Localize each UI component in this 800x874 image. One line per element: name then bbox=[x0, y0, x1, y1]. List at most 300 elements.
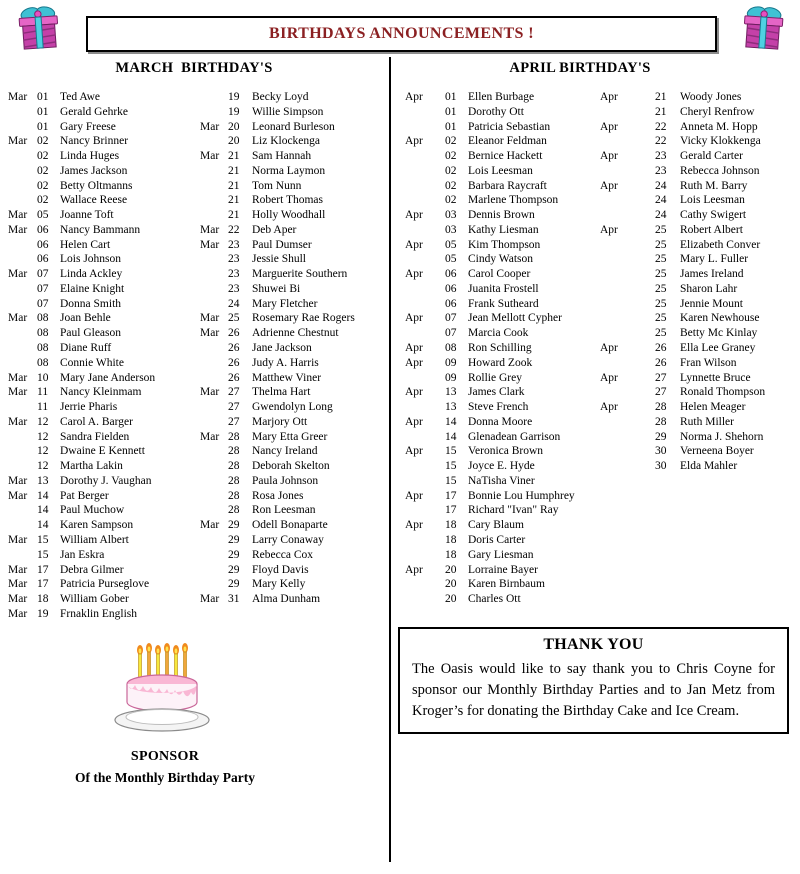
birthday-row bbox=[200, 489, 388, 504]
person-name: Mary Kelly bbox=[252, 578, 306, 591]
month-label bbox=[405, 592, 445, 607]
day-number: 23 bbox=[228, 268, 240, 281]
month-label bbox=[405, 223, 445, 238]
birthday-row bbox=[405, 400, 597, 415]
day-number: 06 bbox=[445, 282, 457, 295]
person-name: Jan Eskra bbox=[60, 548, 105, 561]
day-number: 23 bbox=[228, 282, 240, 295]
day-number: 11 bbox=[37, 401, 49, 414]
month-label bbox=[8, 503, 37, 518]
person-name: Rosemary Rae Rogers bbox=[252, 312, 355, 325]
day-number: 02 bbox=[37, 164, 49, 177]
birthday-row bbox=[600, 208, 796, 223]
birthday-row bbox=[200, 548, 388, 563]
birthday-row bbox=[405, 223, 597, 238]
page-title-box bbox=[86, 16, 717, 52]
month-label: Apr bbox=[600, 342, 618, 355]
person-name: James Jackson bbox=[60, 164, 128, 177]
month-label bbox=[8, 400, 37, 415]
month-label bbox=[405, 297, 445, 312]
day-number: 10 bbox=[37, 371, 49, 384]
day-number: 29 bbox=[228, 548, 240, 561]
month-label: Mar bbox=[200, 593, 220, 606]
person-name: Gary Liesman bbox=[468, 548, 534, 561]
day-number: 24 bbox=[655, 179, 667, 192]
day-number: 05 bbox=[445, 253, 457, 266]
person-name: Carol A. Barger bbox=[60, 415, 133, 428]
month-label bbox=[405, 430, 445, 445]
person-name: Rosa Jones bbox=[252, 489, 304, 502]
month-label: Apr bbox=[405, 91, 423, 103]
day-number: 23 bbox=[228, 238, 240, 251]
day-number: 14 bbox=[445, 430, 457, 443]
month-label bbox=[8, 326, 37, 341]
birthday-row bbox=[200, 238, 388, 253]
day-number: 14 bbox=[445, 415, 457, 428]
sponsor-subheading: Of the Monthly Birthday Party bbox=[75, 770, 255, 785]
month-label bbox=[405, 282, 445, 297]
birthday-row bbox=[8, 592, 198, 607]
person-name: Bonnie Lou Humphrey bbox=[468, 489, 575, 502]
birthday-row bbox=[8, 193, 198, 208]
day-number: 23 bbox=[655, 150, 667, 163]
person-name: Woody Jones bbox=[680, 91, 742, 103]
day-number: 08 bbox=[445, 342, 457, 355]
person-name: Debra Gilmer bbox=[60, 563, 124, 576]
day-number: 15 bbox=[445, 445, 457, 458]
person-name: Cathy Swigert bbox=[680, 209, 747, 222]
day-number: 25 bbox=[655, 268, 667, 281]
birthday-row bbox=[8, 223, 198, 238]
birthday-row bbox=[600, 223, 796, 238]
day-number: 02 bbox=[445, 135, 457, 148]
person-name: Kim Thompson bbox=[468, 238, 541, 251]
birthday-row bbox=[8, 164, 198, 179]
day-number: 25 bbox=[655, 282, 667, 295]
month-label bbox=[405, 105, 445, 120]
day-number: 19 bbox=[37, 607, 49, 620]
birthday-row bbox=[8, 297, 198, 312]
day-number: 05 bbox=[37, 209, 49, 222]
day-number: 28 bbox=[228, 504, 240, 517]
person-name: Karen Sampson bbox=[60, 519, 134, 532]
person-name: Holly Woodhall bbox=[252, 209, 326, 222]
month-label bbox=[200, 533, 228, 548]
month-label bbox=[200, 400, 228, 415]
month-label bbox=[200, 356, 228, 371]
birthday-row bbox=[8, 120, 198, 135]
day-number: 15 bbox=[37, 533, 49, 546]
birthday-row bbox=[600, 90, 796, 105]
month-label: Mar bbox=[200, 150, 220, 163]
day-number: 12 bbox=[37, 430, 49, 443]
day-number: 29 bbox=[655, 430, 667, 443]
birthday-row bbox=[600, 267, 796, 282]
birthday-row bbox=[600, 282, 796, 297]
birthday-row bbox=[600, 252, 796, 267]
person-name: Becky Loyd bbox=[252, 91, 309, 103]
sponsor-heading: SPONSOR bbox=[130, 749, 200, 764]
person-name: James Ireland bbox=[680, 268, 744, 281]
person-name: Lorraine Bayer bbox=[468, 563, 538, 576]
month-label: Mar bbox=[200, 519, 220, 532]
person-name: Martha Lakin bbox=[60, 460, 123, 473]
month-label: Mar bbox=[8, 607, 28, 620]
day-number: 22 bbox=[655, 135, 667, 148]
person-name: Nancy Brinner bbox=[60, 135, 129, 148]
april-birthday-list-right bbox=[600, 90, 796, 474]
day-number: 07 bbox=[445, 327, 457, 340]
birthday-row bbox=[200, 430, 388, 445]
birthday-row bbox=[8, 607, 198, 622]
person-name: Norma J. Shehorn bbox=[680, 430, 764, 443]
person-name: Ronald Thompson bbox=[680, 386, 766, 399]
month-label bbox=[600, 311, 655, 326]
person-name: Donna Smith bbox=[60, 297, 122, 310]
birthday-row bbox=[200, 533, 388, 548]
birthday-row bbox=[8, 533, 198, 548]
person-name: Alma Dunham bbox=[252, 593, 321, 606]
person-name: Nancy Bammann bbox=[60, 223, 141, 236]
person-name: Kathy Liesman bbox=[468, 223, 539, 236]
person-name: Glenadean Garrison bbox=[468, 430, 561, 443]
month-label bbox=[600, 326, 655, 341]
person-name: Linda Ackley bbox=[60, 268, 123, 281]
month-label bbox=[405, 326, 445, 341]
birthday-row bbox=[200, 371, 388, 386]
person-name: Sharon Lahr bbox=[680, 282, 738, 295]
day-number: 02 bbox=[445, 150, 457, 163]
month-label: Apr bbox=[405, 356, 423, 369]
person-name: Jessie Shull bbox=[252, 253, 306, 266]
birthday-row bbox=[200, 385, 388, 400]
day-number: 24 bbox=[655, 194, 667, 207]
birthday-row bbox=[600, 444, 796, 459]
day-number: 28 bbox=[228, 445, 240, 458]
day-number: 20 bbox=[445, 578, 457, 591]
birthday-row bbox=[405, 134, 597, 149]
month-label: Apr bbox=[405, 268, 423, 281]
birthday-row bbox=[8, 311, 198, 326]
person-name: Juanita Frostell bbox=[468, 282, 539, 295]
person-name: Odell Bonaparte bbox=[252, 519, 328, 532]
day-number: 26 bbox=[655, 342, 667, 355]
day-number: 08 bbox=[37, 327, 49, 340]
birthday-row bbox=[8, 282, 198, 297]
march-birthday-list-right bbox=[200, 90, 388, 607]
march-section-title: MARCH BIRTHDAY'S bbox=[115, 60, 273, 76]
birthday-row bbox=[600, 105, 796, 120]
month-label bbox=[600, 297, 655, 312]
person-name: Mary Etta Greer bbox=[252, 430, 328, 443]
month-label bbox=[200, 577, 228, 592]
month-label: Apr bbox=[600, 91, 618, 103]
birthday-row bbox=[8, 341, 198, 356]
month-label: Mar bbox=[8, 223, 28, 236]
person-name: Frank Sutheard bbox=[468, 297, 539, 310]
month-label bbox=[200, 341, 228, 356]
day-number: 25 bbox=[655, 253, 667, 266]
month-label bbox=[200, 134, 228, 149]
day-number: 06 bbox=[37, 238, 49, 251]
person-name: Eleanor Feldman bbox=[468, 135, 547, 148]
month-label bbox=[8, 238, 37, 253]
month-label: Mar bbox=[8, 371, 28, 384]
person-name: Cheryl Renfrow bbox=[680, 105, 755, 118]
birthday-row bbox=[8, 326, 198, 341]
person-name: Liz Klockenga bbox=[252, 135, 321, 148]
day-number: 26 bbox=[228, 356, 240, 369]
month-label: Apr bbox=[405, 135, 423, 148]
person-name: Karen Newhouse bbox=[680, 312, 760, 325]
month-label bbox=[200, 252, 228, 267]
birthday-row bbox=[405, 444, 597, 459]
birthday-row bbox=[405, 371, 597, 386]
person-name: Robert Albert bbox=[680, 223, 743, 236]
day-number: 18 bbox=[445, 548, 457, 561]
month-label bbox=[405, 193, 445, 208]
month-label bbox=[600, 430, 655, 445]
birthday-row bbox=[8, 179, 198, 194]
month-label bbox=[8, 430, 37, 445]
birthday-row bbox=[200, 134, 388, 149]
month-label bbox=[405, 164, 445, 179]
birthday-row bbox=[405, 341, 597, 356]
birthday-row bbox=[200, 149, 388, 164]
day-number: 21 bbox=[228, 209, 240, 222]
birthday-row bbox=[8, 444, 198, 459]
month-label bbox=[600, 208, 655, 223]
month-label bbox=[8, 149, 37, 164]
month-label bbox=[200, 474, 228, 489]
month-label: Apr bbox=[600, 371, 618, 384]
day-number: 11 bbox=[37, 386, 49, 399]
birthday-row bbox=[8, 430, 198, 445]
person-name: Betty Mc Kinlay bbox=[680, 327, 758, 340]
month-label bbox=[600, 267, 655, 282]
person-name: Ruth Miller bbox=[680, 415, 734, 428]
person-name: Rollie Grey bbox=[468, 371, 522, 384]
person-name: Elda Mahler bbox=[680, 460, 738, 473]
person-name: Karen Birnbaum bbox=[468, 578, 545, 591]
birthday-row bbox=[600, 356, 796, 371]
birthday-row bbox=[405, 592, 597, 607]
birthday-row bbox=[8, 400, 198, 415]
day-number: 17 bbox=[445, 504, 457, 517]
person-name: Verneena Boyer bbox=[680, 445, 754, 458]
month-label bbox=[8, 120, 37, 135]
day-number: 21 bbox=[228, 179, 240, 192]
month-label: Apr bbox=[405, 238, 423, 251]
person-name: Thelma Hart bbox=[252, 386, 311, 399]
april-birthday-list-left bbox=[405, 90, 597, 607]
birthday-row bbox=[200, 252, 388, 267]
month-label bbox=[405, 577, 445, 592]
day-number: 12 bbox=[37, 460, 49, 473]
birthday-row bbox=[8, 489, 198, 504]
person-name: Ron Leesman bbox=[252, 504, 316, 517]
person-name: Betty Oltmanns bbox=[60, 179, 133, 192]
month-label: Apr bbox=[405, 415, 423, 428]
month-label: Apr bbox=[405, 209, 423, 222]
day-number: 27 bbox=[655, 386, 667, 399]
birthday-row bbox=[600, 311, 796, 326]
birthday-row bbox=[200, 179, 388, 194]
day-number: 28 bbox=[228, 460, 240, 473]
day-number: 02 bbox=[37, 194, 49, 207]
day-number: 01 bbox=[445, 91, 457, 103]
birthday-row bbox=[600, 179, 796, 194]
day-number: 23 bbox=[655, 164, 667, 177]
person-name: Willie Simpson bbox=[252, 105, 324, 118]
march-birthday-list-left bbox=[8, 90, 198, 622]
month-label: Mar bbox=[8, 91, 28, 103]
month-label bbox=[600, 252, 655, 267]
birthday-row bbox=[600, 149, 796, 164]
day-number: 01 bbox=[445, 120, 457, 133]
day-number: 06 bbox=[445, 297, 457, 310]
day-number: 26 bbox=[228, 342, 240, 355]
person-name: Dorothy J. Vaughan bbox=[60, 474, 152, 487]
birthday-row bbox=[600, 430, 796, 445]
birthday-cake-icon bbox=[110, 640, 214, 749]
birthday-row bbox=[8, 371, 198, 386]
birthday-row bbox=[8, 208, 198, 223]
month-label: Mar bbox=[8, 415, 28, 428]
person-name: Ellen Burbage bbox=[468, 91, 535, 103]
birthday-row bbox=[405, 193, 597, 208]
birthday-row bbox=[200, 341, 388, 356]
person-name: Deb Aper bbox=[252, 223, 297, 236]
month-label bbox=[8, 356, 37, 371]
person-name: Wallace Reese bbox=[60, 194, 128, 207]
month-label bbox=[600, 415, 655, 430]
birthday-row bbox=[600, 326, 796, 341]
birthday-row bbox=[200, 503, 388, 518]
birthday-row bbox=[405, 282, 597, 297]
birthday-row bbox=[200, 105, 388, 120]
birthday-row bbox=[405, 415, 597, 430]
person-name: Ella Lee Graney bbox=[680, 342, 756, 355]
month-label: Mar bbox=[8, 209, 28, 222]
person-name: Anneta M. Hopp bbox=[680, 120, 758, 133]
month-label: Apr bbox=[405, 312, 423, 325]
day-number: 19 bbox=[228, 105, 240, 118]
day-number: 13 bbox=[37, 474, 49, 487]
month-label bbox=[600, 459, 655, 474]
day-number: 20 bbox=[445, 563, 457, 576]
day-number: 30 bbox=[655, 460, 667, 473]
month-label bbox=[200, 193, 228, 208]
birthday-row bbox=[200, 164, 388, 179]
birthday-row bbox=[600, 297, 796, 312]
birthday-row bbox=[8, 105, 198, 120]
day-number: 05 bbox=[445, 238, 457, 251]
day-number: 06 bbox=[37, 223, 49, 236]
person-name: Gerald Carter bbox=[680, 150, 743, 163]
day-number: 28 bbox=[228, 474, 240, 487]
day-number: 30 bbox=[655, 445, 667, 458]
month-label bbox=[405, 371, 445, 386]
day-number: 24 bbox=[655, 209, 667, 222]
person-name: Ted Awe bbox=[60, 91, 100, 103]
person-name: Paul Dumser bbox=[252, 238, 312, 251]
day-number: 03 bbox=[445, 223, 457, 236]
month-label bbox=[600, 282, 655, 297]
day-number: 20 bbox=[228, 135, 240, 148]
month-label bbox=[405, 548, 445, 563]
birthday-row bbox=[600, 371, 796, 386]
month-label: Mar bbox=[200, 120, 220, 133]
month-label: Apr bbox=[405, 519, 423, 532]
person-name: James Clark bbox=[468, 386, 525, 399]
day-number: 13 bbox=[445, 386, 457, 399]
day-number: 22 bbox=[655, 120, 667, 133]
month-label: Mar bbox=[200, 312, 220, 325]
birthday-row bbox=[405, 179, 597, 194]
person-name: Matthew Viner bbox=[252, 371, 322, 384]
day-number: 28 bbox=[228, 489, 240, 502]
birthday-row bbox=[600, 385, 796, 400]
birthday-row bbox=[600, 134, 796, 149]
birthday-row bbox=[405, 311, 597, 326]
day-number: 20 bbox=[228, 120, 240, 133]
person-name: Lois Leesman bbox=[680, 194, 745, 207]
day-number: 28 bbox=[228, 430, 240, 443]
birthday-row bbox=[405, 208, 597, 223]
person-name: Ron Schilling bbox=[468, 342, 532, 355]
month-label bbox=[8, 548, 37, 563]
month-label bbox=[405, 533, 445, 548]
day-number: 26 bbox=[228, 371, 240, 384]
birthday-row bbox=[600, 238, 796, 253]
day-number: 31 bbox=[228, 593, 240, 606]
person-name: Joan Behle bbox=[60, 312, 111, 325]
month-label bbox=[200, 267, 228, 282]
month-label bbox=[600, 164, 655, 179]
day-number: 17 bbox=[37, 578, 49, 591]
person-name: Larry Conaway bbox=[252, 533, 324, 546]
day-number: 27 bbox=[228, 415, 240, 428]
day-number: 17 bbox=[37, 563, 49, 576]
birthday-row bbox=[200, 474, 388, 489]
birthday-row bbox=[200, 208, 388, 223]
day-number: 18 bbox=[445, 533, 457, 546]
month-label bbox=[200, 371, 228, 386]
month-label bbox=[200, 459, 228, 474]
month-label: Mar bbox=[8, 489, 28, 502]
month-label bbox=[200, 105, 228, 120]
birthday-row bbox=[8, 267, 198, 282]
day-number: 07 bbox=[445, 312, 457, 325]
month-label: Mar bbox=[200, 386, 220, 399]
column-divider-line bbox=[389, 57, 391, 862]
person-name: Gerald Gehrke bbox=[60, 105, 129, 118]
day-number: 22 bbox=[228, 223, 240, 236]
person-name: Floyd Davis bbox=[252, 563, 309, 576]
day-number: 26 bbox=[655, 356, 667, 369]
month-label bbox=[600, 238, 655, 253]
month-label bbox=[600, 385, 655, 400]
day-number: 19 bbox=[228, 91, 240, 103]
month-label bbox=[8, 282, 37, 297]
month-label bbox=[8, 459, 37, 474]
day-number: 21 bbox=[655, 105, 667, 118]
person-name: Joanne Toft bbox=[60, 209, 114, 222]
day-number: 21 bbox=[228, 194, 240, 207]
person-name: Cary Blaum bbox=[468, 519, 524, 532]
day-number: 07 bbox=[37, 268, 49, 281]
